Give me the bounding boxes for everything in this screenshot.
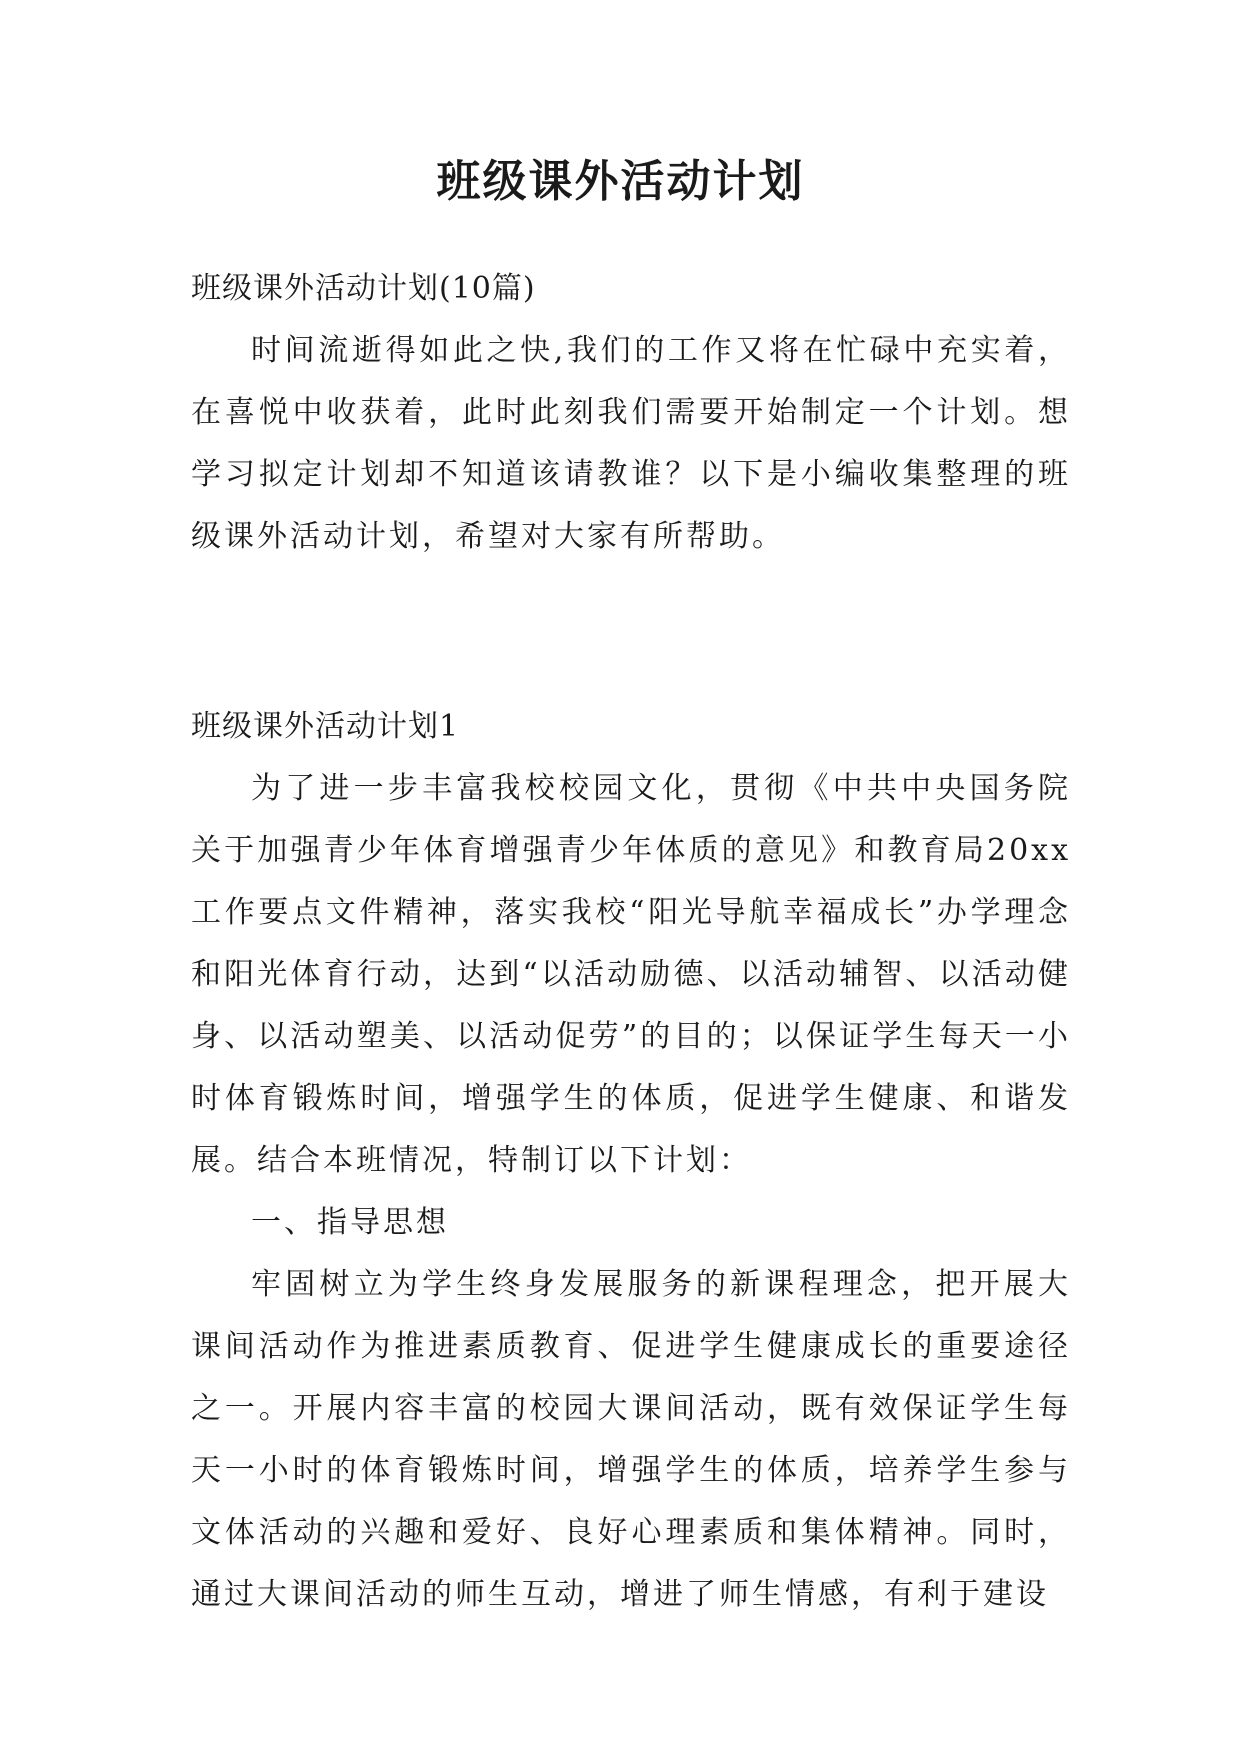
intro-paragraph: 时间流逝得如此之快,我们的工作又将在忙碌中充实着，在喜悦中收获着，此时此刻我们需要开始制定一个计划。想学习拟定计划却不知道该请教谁？以下是小编收集整理的班级课外活动计划，希望对大家有所帮助。 — [191, 333, 1071, 554]
point-heading: 一、指导思想 — [251, 1205, 449, 1240]
document-title: 班级课外活动计划 — [436, 156, 805, 207]
intro-heading: 班级课外活动计划(10篇) — [191, 271, 536, 306]
section-heading: 班级课外活动计划1 — [191, 709, 460, 744]
section-spacer — [191, 568, 1071, 696]
document-body — [191, 258, 1071, 1626]
point-paragraph: 牢固树立为学生终身发展服务的新课程理念，把开展大课间活动作为推进素质教育、促进学生健康成长的重要途径之一。开展内容丰富的校园大课间活动，既有效保证学生每天一小时的体育锻炼时间，增强学生的体质，培养学生参与文体活动的兴趣和爱好、良好心理素质和集体精神。同时，通过大课间活动的师生互动，增进了师生情感，有利于建设 — [191, 1267, 1071, 1612]
section-paragraph: 为了进一步丰富我校校园文化，贯彻《中共中央国务院关于加强青少年体育增强青少年体质的意见》和教育局20xx工作要点文件精神，落实我校“阳光导航幸福成长”办学理念和阳光体育行动，达到“以活动励德、以活动辅智、以活动健身、以活动塑美、以活动促劳”的目的；以保证学生每天一小时体育锻炼时间，增强学生的体质，促进学生健康、和谐发展。结合本班情况，特制订以下计划： — [191, 771, 1071, 1178]
